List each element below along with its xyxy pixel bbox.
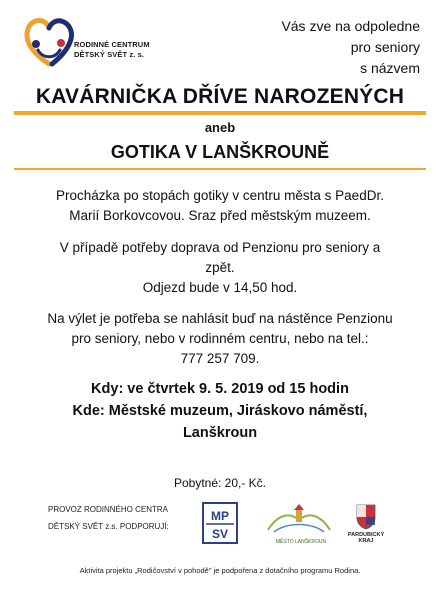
invite-line-3: s názvem <box>360 60 420 76</box>
logo-text <box>74 40 150 60</box>
event-when: Kdy: ve čtvrtek 9. 5. 2019 od 15 hodin <box>91 381 349 397</box>
event-subtitle: GOTIKA V LANŠKROUNĚ <box>110 142 330 162</box>
mpsv-text-2: SV <box>211 527 229 541</box>
mpsv-text-1: MP <box>211 509 229 523</box>
invite-line-1: Vás zve na odpoledne <box>281 18 420 34</box>
support-line-2: DĚTSKÝ SVĚT z.s. PODPORUJÍ: <box>48 522 169 531</box>
logo-line-1: RODINNÉ CENTRUM <box>74 40 150 49</box>
transport-line: V případě potřeby doprava od Penzionu pro seniory a <box>59 240 381 255</box>
support-line-1: PROVOZ RODINNÉHO CENTRA <box>48 505 169 514</box>
logo-line-2: DĚTSKÝ SVĚT z. s. <box>74 50 145 59</box>
footer-note: Aktivita projektu „Rodičovství v pohodě" je podpořena z dotačního programu Rodina. <box>79 566 361 575</box>
subtitle-divider <box>14 168 426 170</box>
price-text: Pobytné: 20,- Kč. <box>173 476 267 490</box>
registration-paragraph <box>20 309 420 369</box>
description-paragraph <box>20 186 420 226</box>
event-title: KAVÁRNIČKA DŘÍVE NAROZENÝCH <box>35 85 405 108</box>
event-where-line-1: Kde: Městské muzeum, Jiráskovo náměstí, <box>72 403 368 419</box>
mpsv-logo-icon <box>202 502 238 544</box>
registration-line: 777 257 709. <box>180 351 260 366</box>
transport-line: Odjezd bude v 14,50 hod. <box>142 280 298 295</box>
town-logo-text: MĚSTO LANŠKROUN <box>275 539 327 545</box>
transport-paragraph <box>20 238 420 298</box>
sponsor-logos <box>0 502 440 552</box>
heart-logo-icon <box>22 14 78 72</box>
region-logo-text: PARDUBICKÝ KRAJ <box>347 532 385 544</box>
event-where-line-2: Lanškroun <box>182 425 258 441</box>
event-details <box>0 378 440 444</box>
region-coat-of-arms-icon <box>356 504 376 530</box>
invitation-text <box>220 16 420 79</box>
transport-line: zpět. <box>205 260 235 275</box>
aneb-text: aneb <box>204 120 236 135</box>
organization-logo <box>22 14 172 74</box>
invite-line-2: pro seniory <box>350 39 420 55</box>
description-line: Marií Borkovcovou. Sraz před městským muzeem. <box>69 208 371 223</box>
description-line: Procházka po stopách gotiky v centru města s PaedDr. <box>56 188 384 203</box>
town-logo-icon <box>264 504 334 540</box>
registration-line: pro seniory, nebo v rodinném centru, nebo na tel.: <box>71 331 369 346</box>
registration-line: Na výlet je potřeba se nahlásit buď na nástěnce Penzionu <box>47 311 393 326</box>
title-divider <box>14 111 426 115</box>
